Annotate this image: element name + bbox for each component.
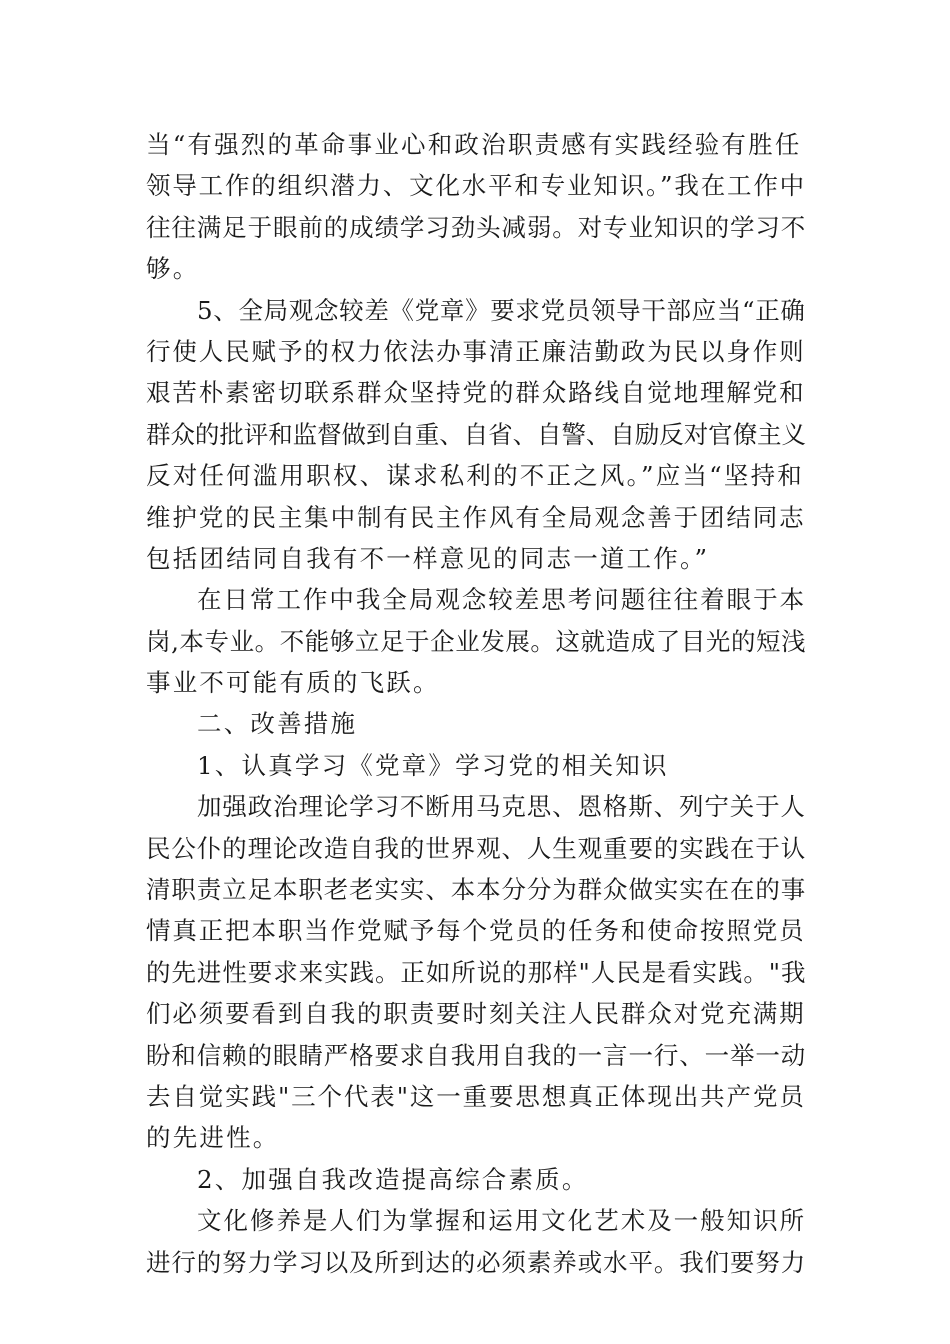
text-line: 领导工作的组织潜力、文化水平和专业知识。”我在工作中 — [146, 171, 806, 201]
text-line: 往往满足于眼前的成绩学习劲头减弱。对专业知识的学习不 — [146, 212, 807, 242]
text-line: 盼和信赖的眼睛严格要求自我用自我的一言一行、一举一动 — [146, 1040, 807, 1070]
text-line: 岗,本专业。不能够立足于企业发展。这就造成了目光的短浅 — [146, 626, 807, 656]
text-line: 二、改善措施 — [197, 709, 358, 739]
text-line: 加强政治理论学习不断用马克思、恩格斯、列宁关于人 — [197, 792, 806, 822]
text-line: 在日常工作中我全局观念较差思考问题往往着眼于本 — [197, 585, 807, 615]
text-line: 群众的批评和监督做到自重、自省、自警、自励反对官僚主义 — [146, 419, 806, 449]
text-line: 包括团结同自我有不一样意见的同志一道工作。” — [146, 543, 710, 573]
text-line: 艰苦朴素密切联系群众坚持党的群众路线自觉地理解党和 — [146, 378, 806, 408]
text-line: 清职责立足本职老老实实、本本分分为群众做实实在在的事 — [146, 875, 807, 905]
text-line: 的先进性要求来实践。正如所说的那样"人民是看实践。"我 — [146, 957, 807, 987]
text-line: 1、认真学习《党章》学习党的相关知识 — [197, 750, 669, 780]
text-line: 够。 — [146, 254, 200, 284]
document-body — [146, 124, 806, 1283]
text-line: 行使人民赋予的权力依法办事清正廉洁勤政为民以身作则 — [146, 336, 806, 366]
text-line: 们必须要看到自我的职责要时刻关注人民群众对党充满期 — [146, 999, 806, 1029]
text-line: 去自觉实践"三个代表"这一重要思想真正体现出共产党员 — [146, 1081, 806, 1111]
text-line: 的先进性。 — [146, 1123, 280, 1153]
text-line: 进行的努力学习以及所到达的必须素养或水平。我们要努力 — [146, 1247, 807, 1277]
text-line: 反对任何滥用职权、谋求私利的不正之风。”应当“坚持和 — [146, 461, 804, 491]
text-line: 文化修养是人们为掌握和运用文化艺术及一般知识所 — [197, 1206, 807, 1236]
text-line: 2、加强自我改造提高综合素质。 — [197, 1164, 589, 1194]
text-line: 情真正把本职当作党赋予每个党员的任务和使命按照党员 — [146, 916, 806, 946]
text-line: 维护党的民主集中制有民主作风有全局观念善于团结同志 — [146, 502, 806, 532]
text-line: 事业不可能有质的飞跃。 — [146, 668, 440, 698]
text-line: 5、全局观念较差《党章》要求党员领导干部应当“正确 — [197, 295, 806, 325]
text-line: 当“有强烈的革命事业心和政治职责感有实践经验有胜任 — [146, 130, 802, 159]
text-line: 民公仆的理论改造自我的世界观、人生观重要的实践在于认 — [146, 833, 807, 863]
